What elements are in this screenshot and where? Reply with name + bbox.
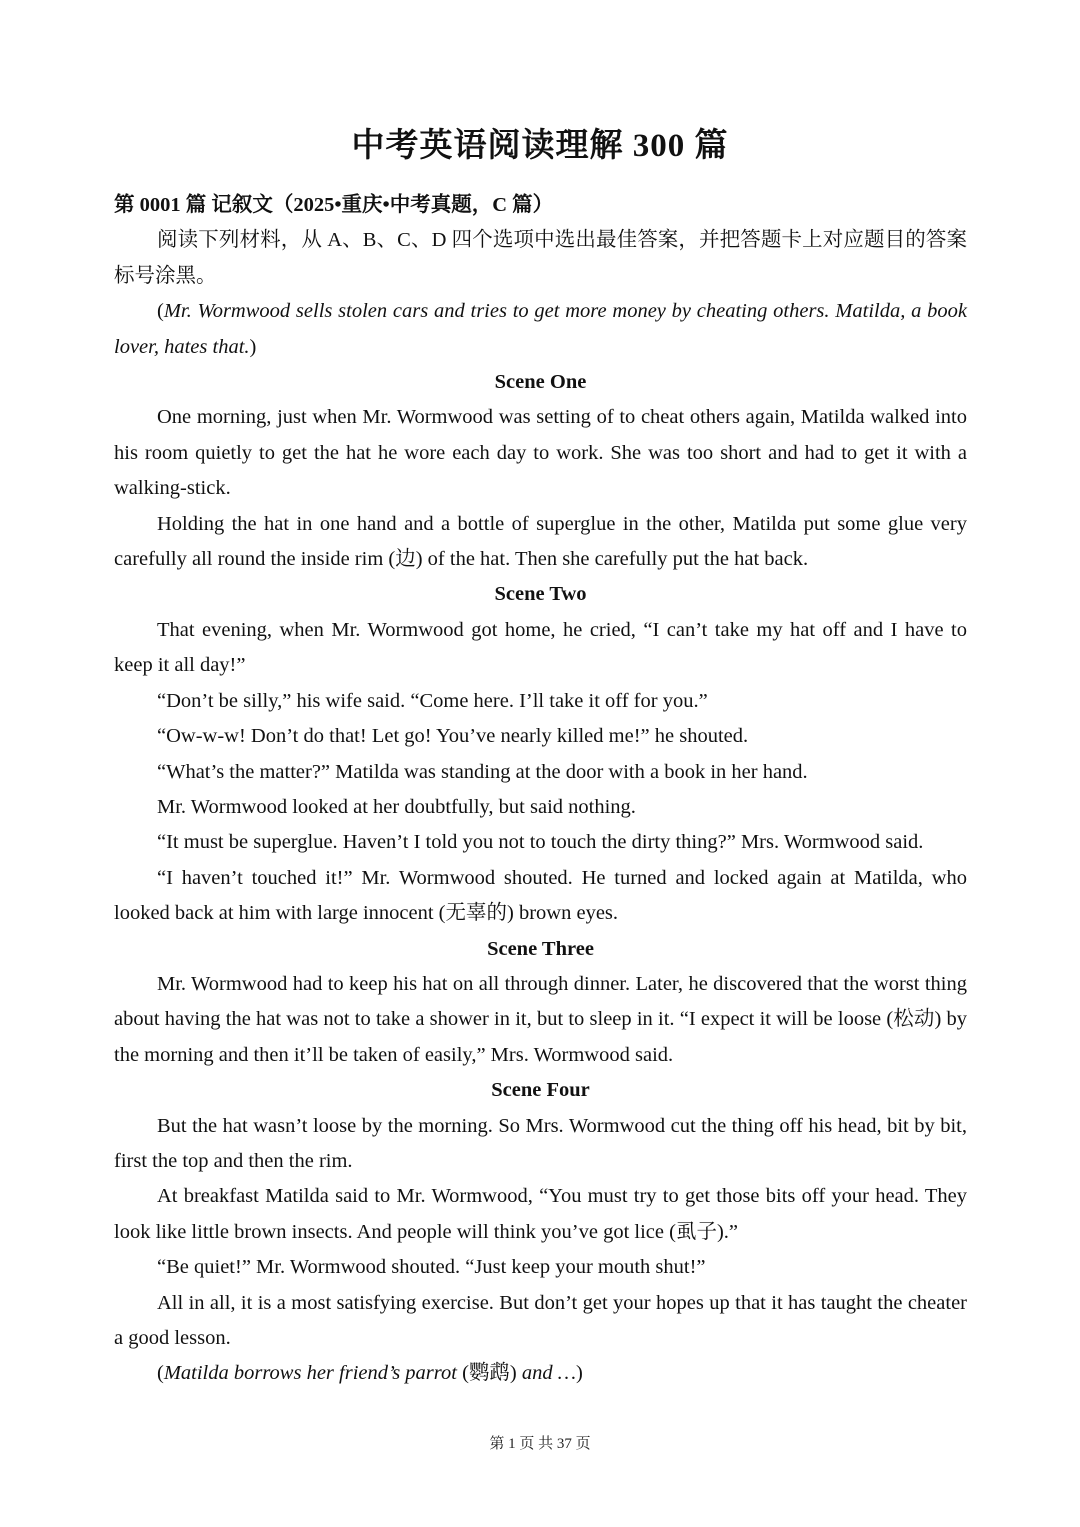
outro-italic-text-1: Matilda borrows her friend’s parrot xyxy=(163,1362,457,1385)
scene-four-heading: Scene Four xyxy=(491,1079,590,1102)
intro-open-paren: ( xyxy=(157,300,164,323)
scene-three-heading: Scene Three xyxy=(487,937,594,960)
page-footer: 第 1 页 共 37 页 xyxy=(489,1436,591,1452)
scene-two-heading: Scene Two xyxy=(494,583,587,606)
outro-note xyxy=(114,1356,967,1391)
scene-one-paragraph-2: Holding the hat in one hand and a bottle of superglue in the other, Matilda put some glue very carefully all round the inside rim (边) of the hat. Then she carefully put the hat back. xyxy=(114,512,967,571)
intro-italic-text: Mr. Wormwood sells stolen cars and tries to get more money by cheating others. Matilda, a book lover, hates that. xyxy=(114,300,967,358)
scene-four-paragraph-4: All in all, it is a most satisfying exercise. But don’t get your hopes up that it has taught the cheater a good lesson. xyxy=(114,1291,967,1349)
outro-open-paren: ( xyxy=(157,1362,164,1385)
scene-four-paragraph-1: But the hat wasn’t loose by the morning. So Mrs. Wormwood cut the thing off his head, bit by bit, first the top and then the rim. xyxy=(114,1114,967,1172)
scene-two-paragraph-4: “What’s the matter?” Matilda was standing at the door with a book in her hand. xyxy=(157,760,808,783)
scene-three-paragraph-1: Mr. Wormwood had to keep his hat on all through dinner. Later, he discovered that the worst thing about having the hat was not to take a shower in it, but to sleep in it. “I expect it will be loose (松动) by the morning and then it’ll be taken of easily,” Mrs. Wormwood said. xyxy=(114,972,967,1066)
outro-upright-text: (鹦鹉) xyxy=(456,1362,522,1385)
scene-one-paragraph-1: One morning, just when Mr. Wormwood was setting of to cheat others again, Matilda walked into his room quietly to get the hat he wore each day to work. She was too short and had to get it with a walking-stick. xyxy=(114,406,967,500)
scene-four-paragraph-2: At breakfast Matilda said to Mr. Wormwood, “You must try to get those bits off your head. They look like little brown insects. And people will think you’ve got lice (虱子).” xyxy=(114,1185,967,1243)
scene-four-paragraph-3: “Be quiet!” Mr. Wormwood shouted. “Just keep your mouth shut!” xyxy=(157,1256,706,1279)
scene-two-paragraph-6: “It must be superglue. Haven’t I told you not to touch the dirty thing?” Mrs. Wormwood said. xyxy=(157,831,924,854)
document-body xyxy=(114,188,967,1392)
scene-two-paragraph-5: Mr. Wormwood looked at her doubtfully, but said nothing. xyxy=(157,795,636,818)
intro-close-paren: ) xyxy=(249,335,257,358)
outro-close-paren: ) xyxy=(575,1362,583,1385)
outro-italic-text-2: and … xyxy=(521,1362,576,1385)
document-title: 中考英语阅读理解 300 篇 xyxy=(351,128,729,164)
scene-two-paragraph-2: “Don’t be silly,” his wife said. “Come here. I’ll take it off for you.” xyxy=(157,689,708,712)
scene-two-paragraph-1: That evening, when Mr. Wormwood got home, he cried, “I can’t take my hat off and I have to keep it all day!” xyxy=(114,618,967,677)
scene-two-paragraph-3: “Ow-w-w! Don’t do that! Let go! You’ve nearly killed me!” he shouted. xyxy=(157,725,749,748)
instruction-text: 阅读下列材料，从 A、B、C、D 四个选项中选出最佳答案，并把答题卡上对应题目的答案标号涂黑。 xyxy=(114,229,967,287)
scene-two-paragraph-7: “I haven’t touched it!” Mr. Wormwood shouted. He turned and locked again at Matilda, who looked back at him with large innocent (无辜的) brown eyes. xyxy=(114,866,967,925)
scene-one-heading: Scene One xyxy=(494,371,587,394)
section-heading: 第 0001 篇 记叙文（2025•重庆•中考真题，C 篇） xyxy=(114,194,554,216)
intro-note xyxy=(114,294,967,365)
